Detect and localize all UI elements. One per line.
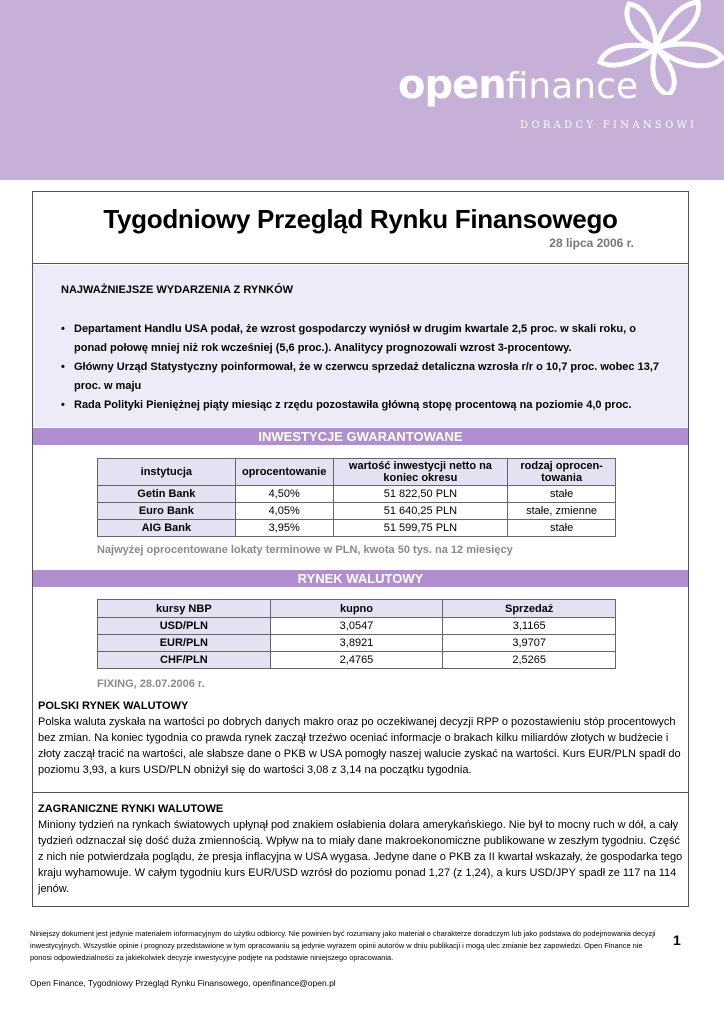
section-heading: POLSKI RYNEK WALUTOWY [38,700,189,712]
table-cell: Getin Bank [98,486,236,503]
table-cell: AIG Bank [98,520,236,537]
report-frame [32,191,689,907]
table-cell: 3,0547 [270,618,443,635]
list-item: • Rada Polityki Pieniężnej piąty miesiąc z rzędu pozostawiła główną stopę procentową na poziomie 4,0 proc. [61,396,661,415]
section-title-investments: INWESTYCJE GWARANTOWANE [33,428,688,445]
section-text: Polska waluta zyskała na wartości po dobrych danych makro oraz po oczekiwanej decyzji RPP o pozostawieniu stóp procentowych bez zmian. Na koniec tygodnia co prawda rynek zaczął trzeźwo oceniać informacje o brakach kilku miliardów złotych w budżecie i złoty zaczął tracić na wartości, ale słabsze dane o PKB w USA pomogły naszej walucie zyskać na wartości. Kurs EUR/PLN spadł do poziomu 3,93, a kurs USD/PLN obniżył się do wartości 3,08 z 3,14 na początku tygodnia. [38,716,681,776]
table-cell: 3,1165 [443,618,616,635]
table-cell: 2,5265 [443,652,616,669]
polish-market-section [38,700,683,778]
bullet-icon: • [61,399,65,411]
header-band [0,0,724,180]
footer: Open Finance, Tygodniowy Przegląd Rynku Finansowego, openfinance@open.pl [30,978,336,988]
column-header: wartość inwestycji netto na koniec okresu [333,459,508,486]
section-title-fx: RYNEK WALUTOWY [33,570,688,587]
highlights-box [33,265,688,427]
disclaimer: Niniejszy dokument jest jedynie materiałem informacyjnym do użytku odbiorcy. Nie powinien być rozumiany jako materiał o charakterze doradczym lub jako podstawa do podejmowania decyzji inwestycyjnych. Wszystkie opinie i prognozy przedstawione w tym opracowaniu są jedynie wyrazem opinii autorów w dniu publikacji i mogą ulec zmianie bez zapowiedzi. Open Finance nie ponosi odpowiedzialności za jakiekolwiek decyzje inwestycyjne podjęte na podstawie niniejszego opracowania. [30,929,656,962]
column-header: kursy NBP [98,600,271,618]
table-cell: EUR/PLN [98,635,271,652]
table-row [98,486,616,503]
table-row [98,618,616,635]
bullet-icon: • [61,323,65,335]
table-row [98,503,616,520]
page-title: Tygodniowy Przegląd Rynku Finansowego [103,204,618,234]
table-cell: 51 640,25 PLN [333,503,508,520]
section-text: Miniony tydzień na rynkach światowych upłynął pod znakiem osłabienia dolara amerykańskiego. Nie był to mocny ruch w dół, a cały tydzień odznaczał się dość duża zmiennością. Wpływ na to miały dane makroekonomiczne publikowane w zeszłym tygodniu. Część z nich nie potwierdzała poglądu, że presja inflacyjna w USA wygasa. Jedyne dane o PKB za II kwartał wskazały, że gospodarka tego kraju wyhamowuje. W całym tygodniu kurs EUR/USD wzrósł do poziomu ponad 1,27 (z 1,24), a kurs USD/JPY spadł ze 117 na 114 jenów. [38,819,683,895]
table-row [98,635,616,652]
investments-table [97,458,616,537]
table-cell: 3,95% [235,520,333,537]
table-cell: 3,9707 [443,635,616,652]
brand-logo: openfinance [398,62,639,108]
bullet-icon: • [61,361,65,373]
table-cell: 3,8921 [270,635,443,652]
table-cell: 2,4765 [270,652,443,669]
column-header: kupno [270,600,443,618]
section-heading: ZAGRANICZNE RYNKI WALUTOWE [38,803,224,815]
table-cell: stałe [508,486,616,503]
page-number: 1 [673,932,681,948]
fx-table [97,599,616,669]
list-item: • Departament Handlu USA podał, że wzrost gospodarczy wyniósł w drugim kwartale 2,5 proc. w skali roku, o ponad połowę mniej niż rok wcześniej (5,6 proc.). Analitycy prognozowali wzrost 3-procentowy. [61,320,661,358]
table-cell: USD/PLN [98,618,271,635]
table-cell: stałe [508,520,616,537]
table-cell: 4,50% [235,486,333,503]
table-cell: stałe, zmienne [508,503,616,520]
foreign-market-section [38,803,683,897]
table-cell: 51 822,50 PLN [333,486,508,503]
table-row [98,520,616,537]
table-cell: Euro Bank [98,503,236,520]
investments-note: Najwyżej oprocentowane lokaty terminowe w PLN, kwota 50 tys. na 12 miesięcy [97,544,513,556]
fx-note: FIXING, 28.07.2006 r. [97,678,205,690]
column-header: Sprzedaż [443,600,616,618]
table-header-row [98,459,616,486]
highlights-heading: NAJWAŻNIEJSZE WYDARZENIA Z RYNKÓW [61,284,294,296]
table-row [98,652,616,669]
table-cell: 51 599,75 PLN [333,520,508,537]
column-header: oprocentowanie [235,459,333,486]
table-cell: CHF/PLN [98,652,271,669]
section-divider [33,792,688,793]
table-cell: 4,05% [235,503,333,520]
column-header: instytucja [98,459,236,486]
table-header-row [98,600,616,618]
brand-tagline: DORADCY FINANSOWI [520,120,698,131]
report-date: 28 lipca 2006 r. [549,236,634,250]
highlights-list [61,320,661,415]
list-item: • Główny Urząd Statystyczny poinformował, że w czerwcu sprzedaż detaliczna wzrosła r/r o 10,7 proc. wobec 13,7 proc. w maju [61,358,661,396]
title-box [33,192,688,264]
column-header: rodzaj oprocen-towania [508,459,616,486]
